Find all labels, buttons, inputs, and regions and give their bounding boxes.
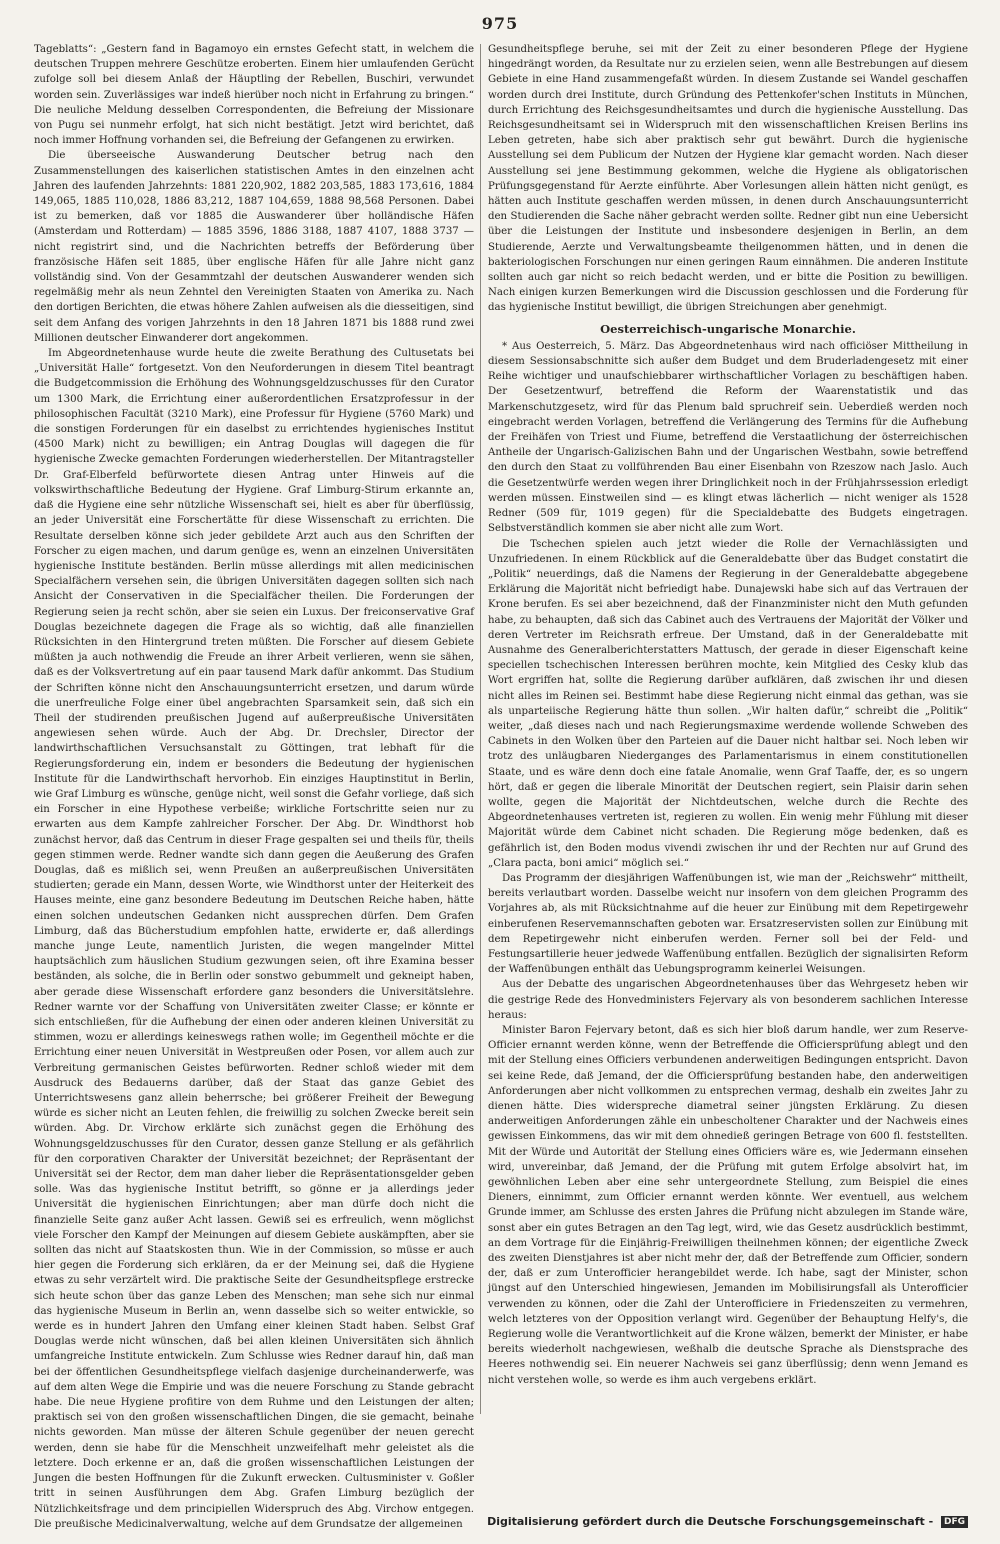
page-number: 975 [481, 14, 519, 33]
article-paragraph: Aus der Debatte des ungarischen Abgeordnetenhauses über das Wehrgesetz heben wir die gestrige Rede des Honvedministers Fejervary als von besonderem sachlichen Interesse heraus: [488, 979, 968, 1021]
article-paragraph: Die Tschechen spielen auch jetzt wieder die Rolle der Vernachlässigten und Unzufriedenen. In einem Rückblick auf die Generaldebatte über das Budget constatirt die „Politik“ neuerdings, daß die Namens der Regierung in der Generaldebatte abgegebene Erklärung die Majorität nicht befriedigt habe. Dunajewski habe sich auf das Vertrauen der Krone berufen. Es sei aber bezeichnend, daß der Finanzminister nicht den Muth gefunden habe, zu behaupten, daß sich das Cabinet auch des Vertrauens der Majorität der Völker und deren Vertreter im Reichsrath erfreue. Der Umstand, daß in der Generaldebatte mit Ausnahme des Generalberichterstatters Mattusch, der gerade in dieser Eigenschaft keine speciellen tschechischen Interessen berühren mochte, kein Mitglied des Cesky klub das Wort ergriffen hat, sollte die Regierung darüber aufklären, daß zwischen ihr und diesen nicht alles im Reinen sei. Bestimmt habe diese Regierung nicht einmal das gethan, was sie als unparteiische Regierung hätte thun sollen. „Wir halten dafür,“ schreibt die „Politik“ weiter, „daß dieses nach und nach Regierungsmaxime werdende wollende Schweben des Cabinets in den Wolken über den Parteien auf die Dauer nicht haltbar sei. Noch leben wir trotz des unläugbaren Niederganges des Parlamentarismus in einem constitutionellen Staate, und es wäre denn doch eine fatale Anomalie, wenn Graf Taaffe, der, es so ungern hört, daß er gegen die liberale Minorität der Deutschen regiert, sein Plaisir darin sehen wollte, gegen die Majorität der Nichtdeutschen, welche durch die Rechte des Abgeordnetenhauses vertreten ist, regieren zu wollen. Ein wenig mehr Fühlung mit dieser Majorität würde dem Cabinet nicht schaden. Die Regierung möge bedenken, daß es gefährlich ist, den Boden modus vivendi zwischen ihr und der Rechten nur auf Grund des „Clara pacta, boni amici“ möglich sei.“ [488, 538, 968, 869]
footer-text: Digitalisierung gefördert durch die Deutsche Forschungsgemeinschaft - [487, 1515, 934, 1528]
article-paragraph: * Aus Oesterreich, 5. März. Das Abgeordnetenhaus wird nach officiöser Mittheilung in diesem Sessionsabschnitte sich außer dem Budget und dem Bruderladengesetz mit einer Reihe wichtiger und unaufschiebbarer wirthschaftlicher Vorlagen zu beschäftigen haben. Der Gesetzentwurf, betreffend die Reform der Waarenstatistik und das Markenschutzgesetz, wird für das Plenum bald spruchreif sein. Ueberdieß werden noch eingebracht werden Vorlagen, betreffend die Verlängerung des Termins für die Aufhebung der Freihäfen von Triest und Fiume, betreffend die Verstaatlichung der österreichischen Antheile der Ungarisch-Galizischen Bahn und der Ungarischen Westbahn, sowie betreffend den durch den Staat zu vollführenden Bau einer Eisenbahn von Rzeszow nach Jaslo. Auch die Gesetzentwürfe werden wegen ihrer Dringlichkeit noch in der Frühjahrssession erledigt werden müssen. Einstweilen sind — es klingt etwas lächerlich — nicht weniger als 1528 Redner (509 für, 1019 gegen) für die Specialdebatte des Budgets eingetragen. Selbstverständlich kommen sie aber nicht alle zum Wort. [488, 340, 968, 535]
article-paragraph: Die überseeische Auswanderung Deutscher betrug nach den Zusammenstellungen des kaiserlichen statistischen Amtes in den einzelnen acht Jahren des laufenden Jahrzehnts: 1881 220,902, 1882 203,585, 1883 173,616, 1884 149,065, 1885 110,028, 1886 83,212, 1887 104,659, 1888 98,568 Personen. Dabei ist zu bemerken, daß vor 1885 die Auswanderer über holländische Häfen (Amsterdam und Rotterdam) — 1885 3596, 1886 3188, 1887 4107, 1888 3737 — nicht registrirt sind, und die Nachrichten betreffs der Beförderung über französische Häfen seit 1885, über englische Häfen für alle Jahre nicht ganz vollständig sind. Von der Gesammtzahl der deutschen Auswanderer wenden sich regelmäßig mehr als neun Zehntel den Vereinigten Staaten von Amerika zu. Nach den dortigen Berichten, die etwas höhere Zahlen aufweisen als die diesseitigen, sind seit dem Anfang des vorigen Jahrzehnts in den 18 Jahren 1871 bis 1888 rund zwei Millionen deutscher Einwanderer dort angekommen. [34, 150, 474, 344]
left-column [34, 42, 474, 1530]
article-paragraph: Gesundheitspflege beruhe, sei mit der Zeit zu einer besonderen Pflege der Hygiene hingedrängt worden, da Resultate nur zu erzielen seien, wenn alle Bestrebungen auf diesem Gebiete in eine Hand zusammengefaßt würden. In diesem Zustande sei Wandel geschaffen worden durch drei Institute, durch Gründung des Pettenkofer'schen Instituts in München, durch Errichtung des Reichsgesundheitsamtes und durch die hygienische Ausstellung. Das Reichsgesundheitsamt sei in Widerspruch mit den wissenschaftlichen Kreisen Berlins ins Leben getreten, habe sich aber praktisch sehr gut bewährt. Durch die hygienische Ausstellung sei dem Publicum der Nutzen der Hygiene klar gemacht worden. Nach dieser Ausstellung sei jene Bestimmung gekommen, welche die Hygiene als obligatorischen Prüfungsgegenstand für Aerzte einführte. Aber Vorlesungen allein hätten nicht genügt, es hätten auch Institute geschaffen werden müssen, in denen durch Anschauungsunterricht den Studierenden die Sache näher gebracht werden sollte. Redner gibt nun eine Uebersicht über die Leistungen der Institute und insbesondere desjenigen in Berlin, an dem Studierende, Aerzte und Verwaltungsbeamte theilgenommen hätten, und in denen die bakteriologischen Forschungen nur einen geringen Raum einnähmen. Die anderen Institute sollten auch gar nicht so reich bedacht werden, und er bitte die Position zu bewilligen. Nach einigen kurzen Bemerkungen wird die Discussion geschlossen und die Forderung für das hygienische Institut bewilligt, die übrigen Streichungen aber genehmigt. [488, 44, 968, 314]
dfg-logo: DFG [941, 1516, 968, 1528]
digitization-footer [0, 1515, 968, 1528]
column-divider [480, 44, 481, 1414]
article-paragraph: Im Abgeordnetenhause wurde heute die zweite Berathung des Cultusetats bei „Universität Halle“ fortgesetzt. Von den Neuforderungen in diesem Titel beantragt die Budgetcommission die Erhöhung des Wohnungsgeldzuschusses für den Curator um 1300 Mark, die Errichtung einer außerordentlichen Ersatzprofessur in der philosophischen Facultät (3210 Mark), eine Professur für Hygiene (5760 Mark) und die sonstigen Forderungen für ein daselbst zu errichtendes hygienisches Institut (4500 Mark) nicht zu bewilligen; ein Antrag Douglas will dagegen die für hygienische Zwecke gemachten Forderungen wiederherstellen. Der Mitantragsteller Dr. Graf-Elberfeld befürwortete diesen Antrag unter Hinweis auf die volkswirthschaftliche Bedeutung der Hygiene. Graf Limburg-Stirum erkannte an, daß die Hygiene eine sehr nützliche Wissenschaft sei, hielt es aber für überflüssig, an jeder Universität eine Forschertätte für diese Wissenschaft zu errichten. Die Resultate derselben könne sich jeder gebildete Arzt auch aus den Schriften der Forscher zu eigen machen, und darum genüge es, wenn an einzelnen Universitäten hygienische Institute beständen. Berlin müsse allerdings mit allen medicinischen Specialfächern versehen sein, die übrigen Universitäten dagegen sollten sich nach Ansicht der Conservativen in die Specialfächer theilen. Die Forderungen der Regierung seien ja recht schön, aber sie seien ein Luxus. Der freiconservative Graf Douglas bezeichnete dagegen die Frage als so wichtig, daß alle finanziellen Rücksichten in den Hintergrund treten müßten. Die Forscher auf diesem Gebiete müßten ja auch nothwendig die Freude an ihrer Arbeit verlieren, wenn sie sähen, daß es der Volksvertretung auf ein paar tausend Mark dafür ankommt. Das Studium der Schriften könne nicht den Anschauungsunterricht ersetzen, und darum würde die unerfreuliche Folge einer übel angebrachten Sparsamkeit sein, daß sich ein Theil der studirenden preußischen Jugend auf außerpreußische Universitäten angewiesen sehen würde. Auch der Abg. Dr. Drechsler, Director der landwirthschaftlichen Versuchsanstalt zu Göttingen, trat lebhaft für die Regierungsforderung ein, indem er besonders die Bedeutung der hygienischen Institute für die Landwirthschaft hervorhob. Ein einziges Hauptinstitut in Berlin, wie Graf Limburg es wünsche, genüge nicht, weil sonst die Gefahr vorliege, daß sich ein Forscher in eine Hypothese verbeiße; wirkliche Fortschritte seien nur zu erwarten aus dem Kampfe zahlreicher Forscher. Der Abg. Dr. Windthorst hob zunächst hervor, daß das Centrum in dieser Frage gespalten sei und theils für, theils gegen stimmen werde. Redner wandte sich dann gegen die Aeußerung des Grafen Douglas, daß es mißlich sei, wenn Preußen an außerpreußischen Universitäten studierten; gerade ein Mann, dessen Worte, wie Windthorst unter der Heiterkeit des Hauses meinte, eine ganz besondere Bedeutung im Deutschen Reiche haben, hätte einen solchen undeutschen Gedanken nicht aussprechen dürfen. Dem Grafen Limburg, daß das Bücherstudium empfohlen hatte, erwiderte er, daß allerdings manche junge Leute, namentlich Juristen, die wegen mangelnder Mittel hauptsächlich zum häuslichen Studium gezwungen seien, oft ihre Examina besser beständen, als solche, die in Berlin oder sonstwo gebummelt und gekneipt haben, aber gerade diese Wissenschaft erfordere ganz besonders die Universitätslehre. Redner warnte vor der Schaffung von Universitäten zweiter Classe; er könnte er sich entschließen, für die Aufhebung der einen oder anderen kleinen Universität zu stimmen, wozu er allerdings keineswegs rathen wolle; im Gegentheil möchte er die Errichtung einer neuen Universität in Westpreußen oder Posen, vor allem auch zur Verbreitung germanischen Geistes befürworten. Redner schloß wieder mit dem Ausdruck des Bedauerns darüber, daß der Staat das ganze Gebiet des Unterrichtswesens ganz allein beherrsche; bei größerer Freiheit der Bewegung würde es sicher nicht an Leuten fehlen, die freiwillig zu solchen Zwecke bereit sein würden. Abg. Dr. Virchow erklärte sich zunächst gegen die Erhöhung des Wohnungsgeldzuschusses für den Curator, dessen ganze Stellung er als gefährlich für den corporativen Charakter der Universität bezeichnet; der Repräsentant der Universität sei der Rector, dem man daher lieber die Repräsentationsgelder geben solle. Was das hygienische Institut betrifft, so gönne er ja allerdings jeder Universität die hygienischen Einrichtungen; aber man dürfe doch nicht die finanzielle Seite ganz außer Acht lassen. Gewiß sei es erfreulich, wenn möglichst viele Forscher den Kampf der Meinungen auf diesem Gebiete auskämpften, aber sie sollten das nicht auf Staatskosten thun. Wie in der Commission, so müsse er auch hier gegen die Forderung sich erklären, da er der Meinung sei, daß die Hygiene etwas zu sehr verzärtelt wird. Die praktische Seite der Gesundheitspflege erstrecke sich heute schon über das ganze Leben des Menschen; man sehe sich nur einmal das hygienische Museum in Berlin an, wenn dasselbe sich so weiter entwickle, so werde es in hundert Jahren den Umfang einer kleinen Stadt haben. Selbst Graf Douglas werde nicht wünschen, daß bei allen kleinen Universitäten sich ähnlich umfangreiche Institute entwickeln. Zum Schlusse wies Redner darauf hin, daß man bei der öffentlichen Gesundheitspflege vielfach dasjenige durcheinanderwerfe, was auf dem alten Wege die Empirie und was die neuere Forschung zu Stande gebracht habe. Die neue Hygiene profitire von dem Ruhme und den Leistungen der alten; praktisch sei von den großen wissenschaftlichen Dingen, die sie gemacht, beinahe nichts geworden. Man müsse der älteren Schule gegenüber der neuen gerecht werden, denn sie habe für die Menschheit unzweifelhaft mehr geleistet als die letztere. Doch erkenne er an, daß die großen wissenschaftlichen Leistungen der Jungen die besten Hoffnungen für die Zukunft erwecken. Cultusminister v. Goßler tritt in seinen Ausführungen dem Abg. Grafen Limburg bezüglich der Nützlichkeitsfrage und dem principiellen Widerspruch des Abg. Virchow entgegen. Die preußische Medicinalverwaltung, welche auf dem Grundsatze der allgemeinen [34, 348, 474, 1530]
article-paragraph: Minister Baron Fejervary betont, daß es sich hier bloß darum handle, wer zum Reserve-Officier ernannt werden könne, wenn der Betreffende die Officiersprüfung ablegt und den mit der Stellung eines Officiers verbundenen anderweitigen Bedingungen entspricht. Davon sei keine Rede, daß Jemand, der die Officiersprüfung bestanden habe, den anderweitigen Anforderungen aber nicht vollkommen zu entsprechen vermag, deshalb ein zweites Jahr zu dienen hätte. Dies widerspreche diametral seiner jüngsten Erklärung. Zu diesen anderweitigen Anforderungen zähle ein unbescholtener Charakter und der Nachweis eines gewissen Einkommens, das wir mit dem ohnedieß geringen Betrage von 600 fl. feststellten. Mit der Würde und Autorität der Stellung eines Officiers wäre es, wie Jedermann einsehen wird, unvereinbar, daß Jemand, der die Prüfung mit gutem Erfolge absolvirt hat, im gewöhnlichen Leben aber eine sehr untergeordnete Stellung, zum Beispiel die eines Dieners, einnimmt, zum Officier ernannt werden könnte. Wer eventuell, aus welchem Grunde immer, am Schlusse des ersten Jahres die Prüfung nicht abzulegen im Stande wäre, sonst aber ein gutes Betragen an den Tag legt, wird, wie das Gesetz ausdrücklich bestimmt, an dem Vortrage für die Einjährig-Freiwilligen theilnehmen können; der eigentliche Zweck des zweiten Dienstjahres ist aber nicht mehr der, daß der Betreffende zum Officier, sondern der, daß er zum Unterofficier herangebildet werde. Ich habe, sagt der Minister, schon jüngst auf den Unterschied hingewiesen, Jemanden im Mobilisirungsfall als Unterofficier verwenden zu können, oder die Zahl der Unterofficiere in Friedenszeiten zu vermehren, welch letzteres von der Opposition verlangt wird. Gegenüber der Behauptung Helfy's, die Regierung wolle die Verantwortlichkeit auf die Krone wälzen, bemerkt der Minister, er habe bereits wiederholt nachgewiesen, weßhalb die deutsche Sprache als Dienstsprache des Heeres nothwendig sei. Ein neuerer Nachweis sei ganz überflüssig; denn wenn Jemand es nicht verstehen wolle, so werde es ihm auch vergebens erklärt. [488, 1025, 968, 1386]
right-column [488, 42, 968, 1417]
article-paragraph: Das Programm der diesjährigen Waffenübungen ist, wie man der „Reichswehr“ mittheilt, bereits verlautbart worden. Dasselbe weicht nur insofern von dem gleichen Programm des Vorjahres ab, als mit Rücksichtnahme auf die heuer zur Einübung mit dem Repetirgewehr einberufenen Reservemannschaften geboten war. Ersatzreservisten sollen zur Einübung mit dem Repetirgewehr nicht einberufen werden. Ferner soll bei der Feld- und Festungsartillerie heuer jedwede Waffenübung entfallen. Bezüglich der signalisirten Reform der Waffenübungen enthält das Uebungsprogramm keinerlei Weisungen. [488, 872, 968, 976]
article-paragraph: Tageblatts“: „Gestern fand in Bagamoyo ein ernstes Gefecht statt, in welchem die deutschen Truppen mehrere Geschütze eroberten. Einem hier umlaufenden Gerücht zufolge soll bei diesem Anlaß der Häuptling der Rebellen, Buschiri, verwundet worden sein. Zuverlässiges war indeß hierüber noch nicht in Erfahrung zu bringen.“ Die neuliche Meldung desselben Correspondenten, die Befreiung der Missionare von Pugu sei nunmehr erfolgt, hat sich nicht bestätigt. Jetzt wird berichtet, daß noch immer Hoffnung vorhanden sei, die Befreiung der Gefangenen zu erwirken. [34, 44, 474, 147]
section-heading: Oesterreichisch-ungarische Monarchie. [600, 321, 856, 336]
